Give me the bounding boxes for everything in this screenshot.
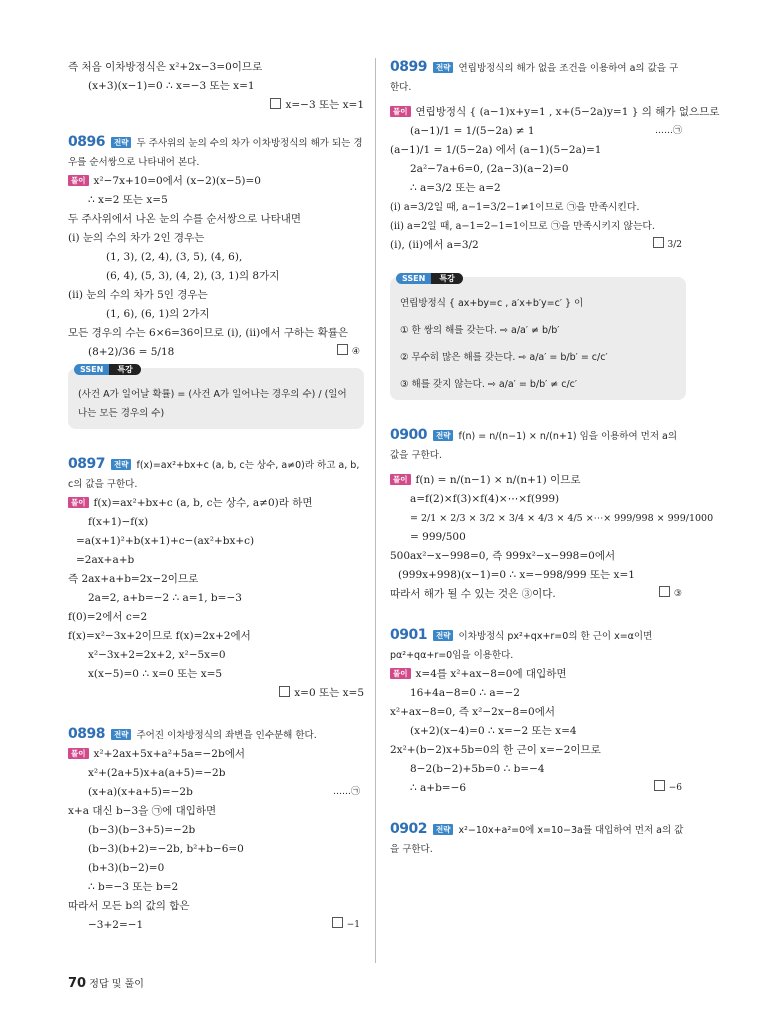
solution-line: (b−3)(b+2)=−2b, b²+b−6=0	[88, 843, 244, 855]
solution-line: (i) 눈의 수의 차가 2인 경우는	[68, 232, 205, 244]
strategy-tag: 전략	[433, 430, 454, 441]
solution-line: (a−1)/1 = 1/(5−2a) 에서 (a−1)(5−2a)=1	[390, 144, 602, 156]
solution-line: ∴ b=−3 또는 b=2	[88, 881, 179, 893]
solution-line: ∴ a+b=−6 −6	[390, 779, 686, 798]
problem-0901	[390, 626, 686, 798]
solution-line: (ii) a=2일 때, a−1=2−1=1이므로 ㉠을 만족시키지 않는다.	[390, 221, 656, 232]
strategy-tag: 전략	[111, 459, 132, 470]
solution-line: x(x−5)=0 ∴ x=0 또는 x=5	[88, 668, 223, 680]
problem-number: 0897	[68, 456, 105, 472]
column-divider	[375, 58, 376, 963]
solution-line: 풀이 x²+2ax+5x+a²+5a=−2b에서	[68, 745, 364, 764]
text-line: (x+3)(x−1)=0 ∴ x=−3 또는 x=1	[88, 80, 255, 92]
answer-box-icon	[654, 780, 665, 791]
solution-line: (ii) 눈의 수의 차가 5인 경우는	[68, 289, 208, 301]
solution-line: 풀이 f(x)=ax²+bx+c (a, b, c는 상수, a≠0)라 하면	[68, 494, 364, 513]
answer-line: −1	[332, 916, 360, 935]
solution-line: 2a=2, a+b=−2 ∴ a=1, b=−3	[88, 592, 242, 604]
problem-number: 0902	[390, 821, 427, 837]
intro-block	[68, 58, 364, 115]
problem-number: 0901	[390, 627, 427, 643]
answer-line: 3/2	[653, 236, 682, 255]
answer-line: ④	[337, 343, 360, 362]
solution-line: (b−3)(b−3+5)=−2b	[88, 824, 196, 836]
tip-box	[390, 274, 686, 400]
ssen-badge: SSEN 특강	[396, 269, 463, 288]
solution-line: 따라서 해가 될 수 있는 것은 ③이다. ③	[390, 585, 686, 604]
solution-line: −3+2=−1 −1	[68, 916, 364, 935]
tip-text: (사건 A가 일어날 확률) = (사건 A가 일어나는 경우의 수) / (일어나는 모든 경우의 수)	[78, 389, 347, 419]
answer-box-icon	[332, 917, 343, 928]
solution-line: f(0)=2에서 c=2	[68, 611, 148, 623]
problem-number: 0900	[390, 427, 427, 443]
solution-line: 따라서 모든 b의 값의 합은	[68, 900, 190, 912]
problem-number: 0896	[68, 134, 105, 150]
right-column	[390, 58, 720, 859]
strategy: 0902 전략 x²−10x+a²=0에 x=10−3a를 대입하여 먼저 a의 값을 구한다.	[390, 821, 684, 855]
answer-line: x=−3 또는 x=1	[68, 96, 364, 115]
solution-tag: 풀이	[390, 474, 411, 485]
problem-0897	[68, 455, 364, 703]
strategy: 0900 전략 f(n) = n/(n−1) × n/(n+1) 임을 이용하여 먼저 a의 값을 구한다.	[390, 427, 678, 461]
solution-line: x²+(2a+5)x+a(a+5)=−2b	[88, 767, 226, 779]
tip-item: ③ 해를 갖지 않는다. ⇨ a/a′ = b/b′ ≠ c/c′	[400, 379, 578, 390]
strategy-tag: 전략	[111, 137, 132, 148]
solution-line: (1, 3), (2, 4), (3, 5), (4, 6),	[106, 251, 243, 263]
solution-line: ∴ x=2 또는 x=5	[88, 194, 168, 206]
strategy: 0897 전략 f(x)=ax²+bx+c (a, b, c는 상수, a≠0)라 하고 a, b, c의 값을 구한다.	[68, 456, 360, 490]
strategy-tag: 전략	[433, 630, 454, 641]
solution-tag: 풀이	[68, 175, 89, 186]
problem-0902	[390, 820, 686, 859]
solution-line: 풀이 연립방정식 { (a−1)x+y=1 , x+(5−2a)y=1 } 의 해가 없으므로	[390, 103, 686, 122]
strategy-tag: 전략	[433, 62, 454, 73]
answer-box-icon	[279, 686, 290, 697]
answer-line: −6	[654, 779, 682, 798]
solution-line: (b+3)(b−2)=0	[88, 862, 165, 874]
solution-line: x+a 대신 b−3을 ㉠에 대입하면	[68, 805, 217, 817]
solution-line: =a(x+1)²+b(x+1)+c−(ax²+bx+c)	[76, 535, 255, 547]
solution-line: = 2/1 × 2/3 × 3/2 × 3/4 × 4/3 × 4/5 ×⋯× 999/998 × 999/1000	[410, 513, 714, 524]
strategy-tag: 전략	[433, 824, 454, 835]
solution-line: (i), (ii)에서 a=3/2 3/2	[390, 236, 686, 255]
ssen-badge: SSEN 특강	[74, 360, 141, 379]
problem-0898	[68, 725, 364, 935]
solution-line: (x+a)(x+a+5)=−2b ……㉠	[68, 783, 364, 802]
strategy: 0896 전략 두 주사위의 눈의 수의 차가 이차방정식의 해가 되는 경우를 순서쌍으로 나타내어 본다.	[68, 134, 363, 168]
answer-line: x=0 또는 x=5	[68, 684, 364, 703]
solution-line: 풀이 x=4를 x²+ax−8=0에 대입하면	[390, 665, 686, 684]
solution-line: (i) a=3/2일 때, a−1=3/2−1≠1이므로 ㉠을 만족시킨다.	[390, 202, 640, 213]
answer-box-icon	[270, 98, 281, 109]
answer-box-icon	[653, 237, 664, 248]
text-line: 즉 처음 이차방정식은 x²+2x−3=0이므로	[68, 61, 263, 73]
solution-line: (8+2)/36 = 5/18 ④	[68, 343, 364, 362]
page-footer	[68, 975, 144, 991]
solution-line: 500ax²−x−998=0, 즉 999x²−x−998=0에서	[390, 550, 616, 562]
equation-marker: ……㉠	[654, 126, 682, 136]
solution-line: 두 주사위에서 나온 눈의 수를 순서쌍으로 나타내면	[68, 213, 302, 225]
strategy-tag: 전략	[111, 729, 132, 740]
solution-line: a=f(2)×f(3)×f(4)×⋯×f(999)	[410, 493, 560, 505]
answer-line: ③	[659, 585, 682, 604]
solution-line: 풀이 x²−7x+10=0에서 (x−2)(x−5)=0	[68, 172, 364, 191]
tip-item: ② 무수히 많은 해를 갖는다. ⇨ a/a′ = b/b′ = c/c′	[400, 352, 608, 363]
strategy: 0899 전략 연립방정식의 해가 없을 조건을 이용하여 a의 값을 구한다.	[390, 59, 679, 93]
solution-line: 16+4a−8=0 ∴ a=−2	[410, 687, 520, 699]
solution-tag: 풀이	[390, 106, 411, 117]
solution-line: =2ax+a+b	[76, 554, 135, 566]
answer-box-icon	[659, 586, 670, 597]
solution-line: 8−2(b−2)+5b=0 ∴ b=−4	[410, 763, 545, 775]
solution-tag: 풀이	[68, 748, 89, 759]
page-number: 70	[68, 976, 87, 991]
solution-line: 2x²+(b−2)x+5b=0의 한 근이 x=−2이므로	[390, 744, 601, 756]
solution-line: f(x+1)−f(x)	[88, 516, 149, 528]
solution-line: (1, 6), (6, 1)의 2가지	[106, 308, 210, 320]
solution-line: 2a²−7a+6=0, (2a−3)(a−2)=0	[410, 163, 569, 175]
problem-0899	[390, 58, 720, 255]
solution-line: (999x+998)(x−1)=0 ∴ x=−998/999 또는 x=1	[398, 569, 635, 581]
answer-box-icon	[337, 344, 348, 355]
solution-line: ∴ a=3/2 또는 a=2	[410, 182, 501, 194]
problem-0896	[68, 133, 364, 362]
solution-tag: 풀이	[390, 668, 411, 679]
problem-0900	[390, 426, 714, 604]
footer-label: 정답 및 풀이	[89, 979, 144, 990]
solution-line: f(x)=x²−3x+2이므로 f(x)=2x+2에서	[68, 630, 251, 642]
solution-line: (6, 4), (5, 3), (4, 2), (3, 1)의 8가지	[106, 270, 280, 282]
tip-text: 연립방정식 { ax+by=c , a′x+b′y=c′ } 이	[400, 298, 584, 309]
tip-item: ① 한 쌍의 해를 갖는다. ⇨ a/a′ ≠ b/b′	[400, 325, 560, 336]
problem-number: 0898	[68, 726, 105, 742]
solution-line: x²+ax−8=0, 즉 x²−2x−8=0에서	[390, 706, 555, 718]
equation-marker: ……㉠	[332, 787, 360, 797]
strategy: 0898 전략 주어진 이차방정식의 좌변을 인수분해 한다.	[68, 726, 317, 742]
solution-line: 즉 2ax+a+b=2x−2이므로	[68, 573, 199, 585]
problem-number: 0899	[390, 59, 427, 75]
solution-line: (x+2)(x−4)=0 ∴ x=−2 또는 x=4	[410, 725, 577, 737]
solution-line: 모든 경우의 수는 6×6=36이므로 (i), (ii)에서 구하는 확률은	[68, 327, 349, 339]
left-column	[68, 58, 364, 935]
solution-line: x²−3x+2=2x+2, x²−5x=0	[88, 649, 226, 661]
solution-line: 풀이 f(n) = n/(n−1) × n/(n+1) 이므로	[390, 471, 686, 490]
solution-line: = 999/500	[410, 531, 466, 543]
solution-tag: 풀이	[68, 497, 89, 508]
solution-line: (a−1)/1 = 1/(5−2a) ≠ 1 ……㉠	[390, 122, 686, 141]
strategy: 0901 전략 이차방정식 px²+qx+r=0의 한 근이 x=α이면 pα²+qα+r=0임을 이용한다.	[390, 627, 653, 661]
tip-box	[68, 365, 364, 429]
